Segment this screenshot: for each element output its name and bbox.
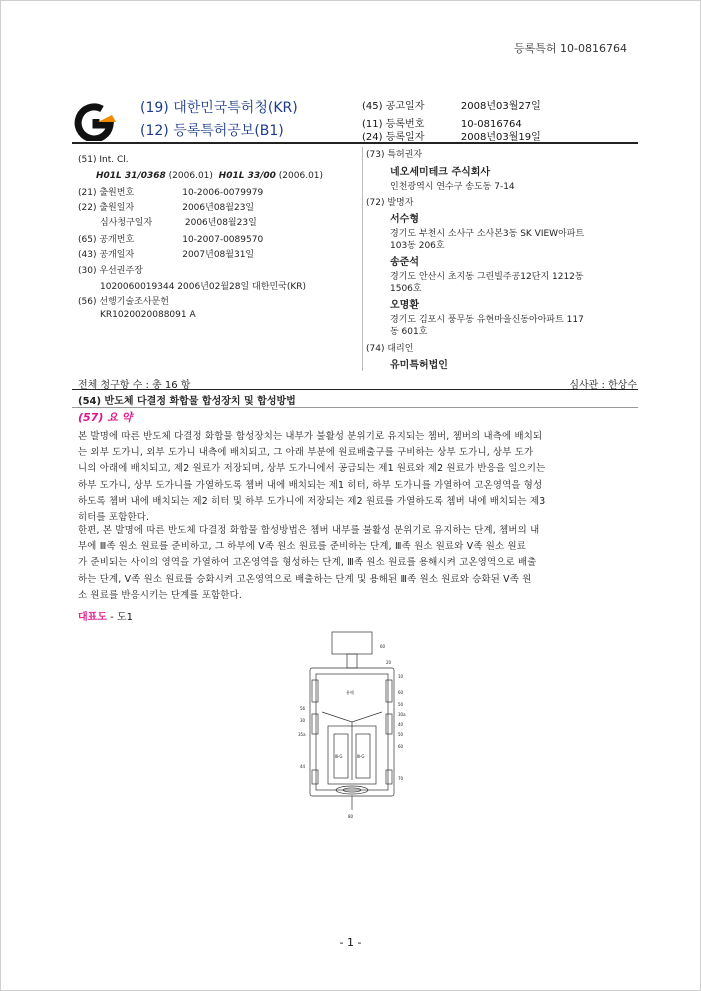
- date-row: [362, 128, 541, 143]
- field-code: (43): [78, 250, 97, 260]
- fig-callout: 60: [398, 690, 404, 695]
- abstract-line: 하는 단계, Ⅴ족 원소 원료를 승화시켜 고온영역으로 배출하는 단계 및 용해된 Ⅲ족 원소 원료와 승화된 Ⅴ족 원: [78, 573, 532, 585]
- fig-center-label: 용해: [346, 690, 354, 695]
- int-cl-date: (2006.01): [168, 171, 213, 181]
- field-label: 우선권주장: [99, 266, 143, 276]
- inventor-address: 103동 206호: [390, 241, 445, 251]
- fig-neck: [347, 654, 357, 668]
- date-label: 등록일자: [385, 132, 425, 143]
- exam-date-row: [100, 215, 257, 228]
- owner-address: 인천광역시 연수구 송도동 7-14: [390, 182, 515, 192]
- title-rule-bottom: [72, 407, 638, 408]
- abstract-line: 본 발명에 따른 반도체 다결정 화합물 합성장치는 내부가 불활성 분위기로 유지되는 쳄버, 쳄버의 내측에 배치되: [78, 431, 543, 442]
- field-code: (21): [78, 188, 97, 198]
- abstract-paragraph-1: [78, 429, 638, 526]
- field-label: 심사청구일자: [100, 218, 153, 228]
- fig-callout: 44: [300, 764, 306, 769]
- app-number-row: [78, 185, 263, 198]
- fig-heater: [386, 770, 392, 784]
- int-cl-date: (2006.01): [278, 171, 324, 181]
- fig-callout: 80: [348, 814, 354, 819]
- int-cl-row: [96, 171, 323, 181]
- inventor-address: 경기도 부천시 소사구 소사본3동 SK VIEW아파트: [390, 229, 585, 239]
- representative-value: - 도1: [106, 612, 133, 623]
- date-code: (11): [362, 119, 383, 130]
- date-label: 등록번호: [385, 119, 425, 130]
- owner-name: 네오세미테크 주식회사: [390, 167, 491, 178]
- fig-callout: 70: [398, 776, 404, 781]
- field-label: 출원일자: [99, 203, 135, 213]
- office-line-2: (12) 등록특허공보(B1): [140, 123, 284, 139]
- document-number: 등록특허 10-0816764: [514, 42, 627, 55]
- field-value: 10-2007-0089570: [182, 235, 264, 245]
- fig-heater: [312, 714, 318, 734]
- field-code: (65): [78, 235, 97, 245]
- field-code: (22): [78, 203, 97, 213]
- fig-callout: 35a: [298, 732, 306, 737]
- pub-date-row: [78, 247, 254, 260]
- kipo-logo-icon: [72, 101, 118, 141]
- pub-number-row: [78, 232, 263, 245]
- fig-callout: 30: [300, 718, 306, 723]
- representative-figure: [78, 608, 133, 623]
- fig-inner-left: Ⅲ-G: [335, 754, 343, 759]
- inventor-address: 경기도 김포시 풍무동 유현마을신동아아파트 117: [390, 315, 584, 325]
- field-value: 2007년08월31일: [182, 250, 255, 260]
- abstract-line: 한편, 본 발명에 따른 반도체 다결정 화합물 합성방법은 쳄버 내부를 불활성 분위기로 유지하는 단계, 쳄버의 내: [78, 525, 540, 536]
- int-cl-code: H01L 31/0368: [96, 171, 166, 181]
- date-code: (45): [362, 101, 383, 112]
- abstract-line: 히터를 포함한다.: [78, 512, 150, 524]
- agent-name: 유미특허법인: [390, 360, 448, 371]
- fig-callout: 40: [398, 722, 404, 727]
- inventor-label: (72) 발명자: [366, 198, 414, 208]
- abstract-line: 가 준비되는 사이의 영역을 가열하여 고온영역을 형성하는 단계, Ⅲ족 원소 원료를 용해시켜 고온영역으로 배출: [78, 557, 537, 569]
- fig-callout: 20: [386, 660, 392, 665]
- int-cl-code: H01L 33/00: [218, 171, 276, 181]
- examiner: 심사관 : 한상수: [569, 380, 637, 391]
- inventor-address: 1506호: [390, 284, 422, 294]
- prior-art-value: KR1020020088091 A: [100, 310, 196, 320]
- app-date-row: [78, 200, 254, 213]
- abstract-line: 부에 Ⅲ족 원소 원료를 준비하고, 그 하부에 Ⅴ족 원소 원료를 준비하는 단계, Ⅲ족 원소 원료와 Ⅴ족 원소 원료: [78, 541, 526, 553]
- fig-upper-crucible-bottom: [322, 712, 382, 722]
- fig-callout: 50: [398, 702, 404, 707]
- fig-inner-right: Ⅲ-G: [357, 754, 365, 759]
- fig-heater: [386, 714, 392, 734]
- field-label: 출원번호: [99, 188, 135, 198]
- fig-heater: [312, 680, 318, 702]
- header-rule: [72, 142, 638, 144]
- column-divider: [362, 147, 363, 371]
- date-label: 공고일자: [385, 101, 425, 112]
- int-cl-label: (51) Int. Cl.: [78, 155, 129, 165]
- fig-callout: 30a: [398, 712, 406, 717]
- field-value: 2006년08월23일: [184, 218, 257, 228]
- abstract-line: 니의 아래에 배치되고, 제2 원료가 저장되며, 상부 도가니에서 공급되는 제1 원료와 제2 원료가 반응을 일으키는: [78, 463, 546, 475]
- abstract-line: 하부 도가니, 상부 도가니를 가열하도록 쳄버 내에 배치되는 제1 히터, 하부 도가니를 가열하여 고온영역을 형성: [78, 479, 543, 491]
- fig-callout: 60: [398, 744, 404, 749]
- fig-top-box: [332, 632, 372, 654]
- invention-title: (54) 반도체 다결정 화합물 합성장치 및 합성방법: [78, 396, 296, 407]
- inventor-name: 송준석: [390, 257, 419, 268]
- field-code: (56): [78, 297, 97, 307]
- field-value: 2006년08월23일: [182, 203, 255, 213]
- abstract-line: 는 외부 도가니, 외부 도가니 내측에 배치되고, 그 아래 부분에 원료배출구를 구비하는 상부 도가니, 상부 도가: [78, 447, 534, 459]
- date-row: [362, 97, 541, 112]
- page-number: - 1 -: [339, 936, 362, 949]
- fig-callout: 60: [380, 644, 386, 649]
- field-label: 공개번호: [99, 235, 135, 245]
- fig-heater: [312, 770, 318, 784]
- figure-1-apparatus: [298, 630, 408, 820]
- fig-heater: [386, 680, 392, 702]
- fig-callout: 50: [398, 732, 404, 737]
- field-label: 선행기술조사문헌: [99, 297, 169, 307]
- abstract-line: 소 원료를 반응시키는 단계를 포함한다.: [78, 589, 243, 601]
- field-value: 10-2006-0079979: [182, 188, 264, 198]
- agent-label: (74) 대리인: [366, 344, 414, 354]
- field-label: 공개일자: [99, 250, 135, 260]
- inventor-address: 동 601호: [390, 327, 428, 337]
- prior-art-label-row: [78, 294, 169, 307]
- fig-callout: 56: [300, 706, 306, 711]
- title-rule-top: [72, 389, 638, 390]
- priority-value: 1020060019344 2006년02월28일 대한민국(KR): [100, 282, 307, 292]
- abstract-paragraph-2: [78, 523, 638, 604]
- claims-count: 전체 청구항 수 : 총 16 항: [78, 380, 191, 391]
- date-value: 2008년03월19일: [460, 132, 541, 143]
- inventor-name: 오명환: [390, 300, 419, 311]
- date-value: 2008년03월27일: [460, 101, 541, 112]
- representative-label: 대표도: [78, 612, 107, 623]
- inventor-address: 경기도 안산시 초지동 그린빌주공12단지 1212동: [390, 272, 584, 282]
- date-value: 10-0816764: [460, 119, 522, 130]
- owner-label: (73) 특허권자: [366, 150, 423, 160]
- abstract-heading: (57) 요 약: [78, 411, 133, 424]
- abstract-line: 하도록 쳄버 내에 배치되는 제2 히터 및 하부 도가니에 저장되는 제2 원료를 가열하도록 쳄버 내에 배치되는 제3: [78, 495, 546, 507]
- fig-callout: 10: [398, 674, 404, 679]
- field-code: (30): [78, 266, 97, 276]
- office-line-1: (19) 대한민국특허청(KR): [140, 100, 298, 116]
- inventor-name: 서수형: [390, 214, 419, 225]
- date-code: (24): [362, 132, 383, 143]
- priority-label-row: [78, 263, 143, 276]
